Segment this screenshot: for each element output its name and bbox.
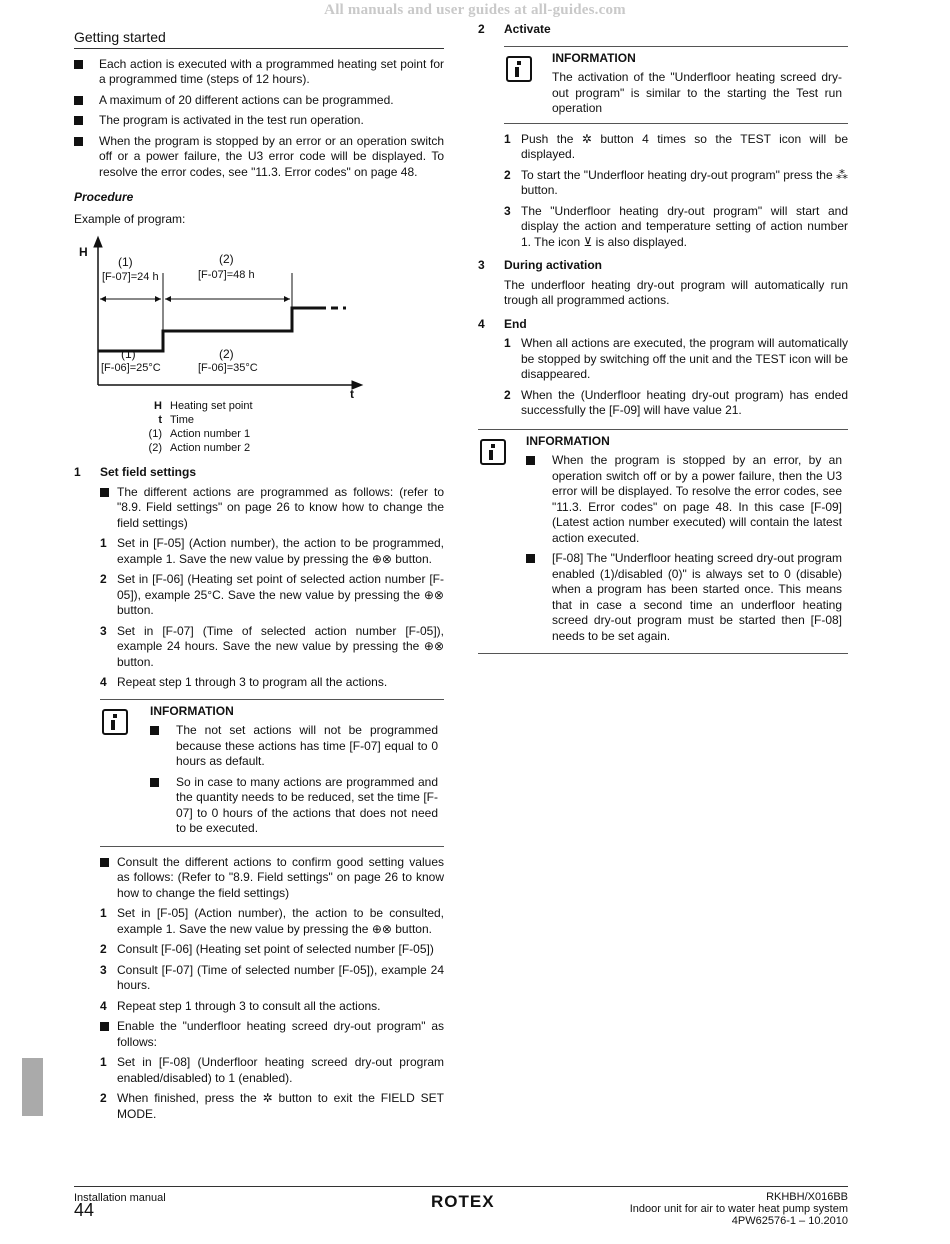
bottom-label-1-num: (1) — [121, 347, 136, 361]
settings-bullet: The different actions are programmed as follows: (refer to "8.9. Field settings" on page 26 to know how to change the field settings) — [100, 485, 444, 532]
diagram-legend — [146, 399, 444, 455]
legend-item: H Heating set point — [154, 400, 253, 412]
numbered-item: 1 Set in [F-05] (Action number), the action to be programmed, example 1. Save the new value by pressing the ⊕⊗ button. — [100, 536, 444, 566]
manual-label: Installation manual — [74, 1192, 166, 1204]
consult-bullet: Consult the different actions to confirm good setting values as follows: (Refer to "8.9. Field settings" on page 26 to know how to change the field settings) — [100, 855, 444, 902]
example-label: Example of program: — [74, 211, 186, 226]
information-box — [100, 699, 444, 847]
intro-bullet: Each action is executed with a programmed heating set point for a programmed time (steps of 12 hours). — [74, 57, 444, 88]
y-axis-label: H — [79, 245, 88, 259]
numbered-item: 2 To start the "Underfloor heating dry-out program" press the ⁂ button. — [504, 167, 848, 197]
information-icon — [506, 56, 532, 82]
numbered-item: 2 When finished, press the ✲ button to exit the FIELD SET MODE. — [100, 1091, 444, 1121]
product-description: Indoor unit for air to water heat pump system — [629, 1203, 848, 1215]
numbered-item: 2 Consult [F-06] (Heating set point of selected number [F-05]) — [100, 942, 434, 956]
information-title: INFORMATION — [552, 50, 636, 65]
information-bullet: The not set actions will not be programmed because these actions has time [F-07] equal to 0 hours as default. — [150, 723, 438, 770]
information-title: INFORMATION — [526, 433, 610, 448]
information-text: The activation of the "Underfloor heating screed dry-out program" is similar to the starting the Test run operation — [552, 70, 842, 115]
section-title: Getting started — [74, 28, 444, 49]
numbered-item: 1 When all actions are executed, the program will automatically be stopped by switching off the unit and the TEST icon will be disappeared. — [504, 336, 848, 381]
numbered-item: 3 Set in [F-07] (Time of selected action number [F-05]), example 24 hours. Save the new value by pressing the ⊕⊗ button. — [100, 623, 444, 669]
numbered-item: 2 Set in [F-06] (Heating set point of selected action number [F-05]), example 25°C. Save the new value by pressing the ⊕⊗ button. — [100, 572, 444, 617]
program-diagram — [74, 235, 444, 401]
bottom-label-1: [F-06]=25°C — [101, 362, 161, 374]
intro-bullet: The program is activated in the test run operation. — [74, 113, 444, 129]
top-label-1: [F-07]=24 h — [102, 271, 159, 283]
model-code: RKHBH/X016BB — [766, 1191, 848, 1203]
page-number: 44 — [74, 1200, 95, 1220]
step-heading: 2 Activate — [478, 22, 551, 36]
step-heading: 1 Set field settings — [74, 465, 197, 479]
numbered-item: 3 Consult [F-07] (Time of selected number [F-05]), example 24 hours. — [100, 962, 444, 992]
numbered-item: 3 The "Underfloor heating dry-out program" will start and display the action and temperature setting of action number 1. The icon ⊻ is also displayed. — [504, 203, 848, 249]
top-label-2-num: (2) — [219, 252, 234, 266]
information-icon — [480, 439, 506, 465]
procedure-heading: Procedure — [74, 190, 134, 204]
bottom-label-2: [F-06]=35°C — [198, 362, 258, 374]
numbered-item: 4 Repeat step 1 through 3 to program all the actions. — [100, 675, 388, 689]
information-box — [478, 429, 848, 655]
intro-bullet: When the program is stopped by an error or an operation switch off or a power failure, the U3 error code will be displayed. To resolve the error codes, see "11.3. Error codes" on page 48. — [74, 134, 444, 181]
information-icon — [102, 709, 128, 735]
setpoint-step-line — [98, 308, 319, 351]
numbered-item: 1 Set in [F-05] (Action number), the action to be consulted, example 1. Save the new value by pressing the ⊕⊗ button. — [100, 906, 444, 936]
activation-text: The underfloor heating dry-out program will automatically run trough all programmed actions. — [504, 277, 848, 307]
arrow-head — [284, 296, 290, 302]
numbered-item: 2 When the (Underfloor heating dry-out program) has ended successfully the [F-09] will have value 21. — [504, 387, 848, 417]
enable-bullet: Enable the "underfloor heating screed dry-out program" as follows: — [100, 1019, 444, 1050]
left-column — [74, 28, 444, 1127]
top-label-2: [F-07]=48 h — [198, 269, 255, 281]
step-heading: 4 End — [478, 316, 527, 331]
watermark: All manuals and user guides at all-guides.com — [324, 2, 626, 18]
numbered-item: 4 Repeat step 1 through 3 to consult all the actions. — [100, 998, 381, 1013]
arrow-head — [100, 296, 106, 302]
arrow-head — [165, 296, 171, 302]
information-bullet: [F-08] The "Underfloor heating screed dry-out program enabled (1)/disabled (0)" is always set to 0 (disable) when a program has been started once. This means that in case a second time an underfloor heating screed dry-out program must be started then [F-08] needs to be set again. — [526, 551, 842, 644]
information-title: INFORMATION — [150, 703, 234, 718]
top-label-1-num: (1) — [118, 255, 133, 269]
legend-item: t Time — [158, 414, 195, 426]
information-bullet: So in case to many actions are programmed and the quantity needs to be reduced, set the time [F-07] to 0 hours of the actions that does not need to be executed. — [150, 775, 438, 837]
step-heading: 3 During activation — [478, 258, 603, 272]
x-axis-label: t — [350, 387, 354, 401]
intro-bullet: A maximum of 20 different actions can be programmed. — [74, 93, 444, 109]
right-column — [478, 22, 848, 662]
page-footer — [74, 1186, 848, 1227]
numbered-item: 1 Set in [F-08] (Underfloor heating screed dry-out program enabled/disabled) to 1 (enabled). — [100, 1055, 444, 1085]
footer-info — [630, 1191, 848, 1227]
legend-item: (2) Action number 2 — [148, 442, 251, 454]
information-bullet: When the program is stopped by an error, by an operation switch off or by a power failure, then the U3 error will be displayed. To resolve the error codes, see "11.3. Error codes" on page 48. In this case [F-09] (Latest action number executed) will contain the latest action executed. — [526, 453, 842, 546]
numbered-item: 1 Push the ✲ button 4 times so the TEST icon will be displayed. — [504, 131, 848, 161]
y-axis-arrow — [94, 237, 102, 247]
intro-bullet-list — [74, 57, 444, 181]
legend-item: (1) Action number 1 — [148, 428, 251, 440]
arrow-head — [155, 296, 161, 302]
bottom-label-2-num: (2) — [219, 347, 234, 361]
brand-logo: ROTEX — [431, 1192, 495, 1211]
information-box — [504, 46, 848, 124]
document-code: 4PW62576-1 – 10.2010 — [731, 1215, 848, 1227]
page-side-tab — [22, 1058, 43, 1116]
